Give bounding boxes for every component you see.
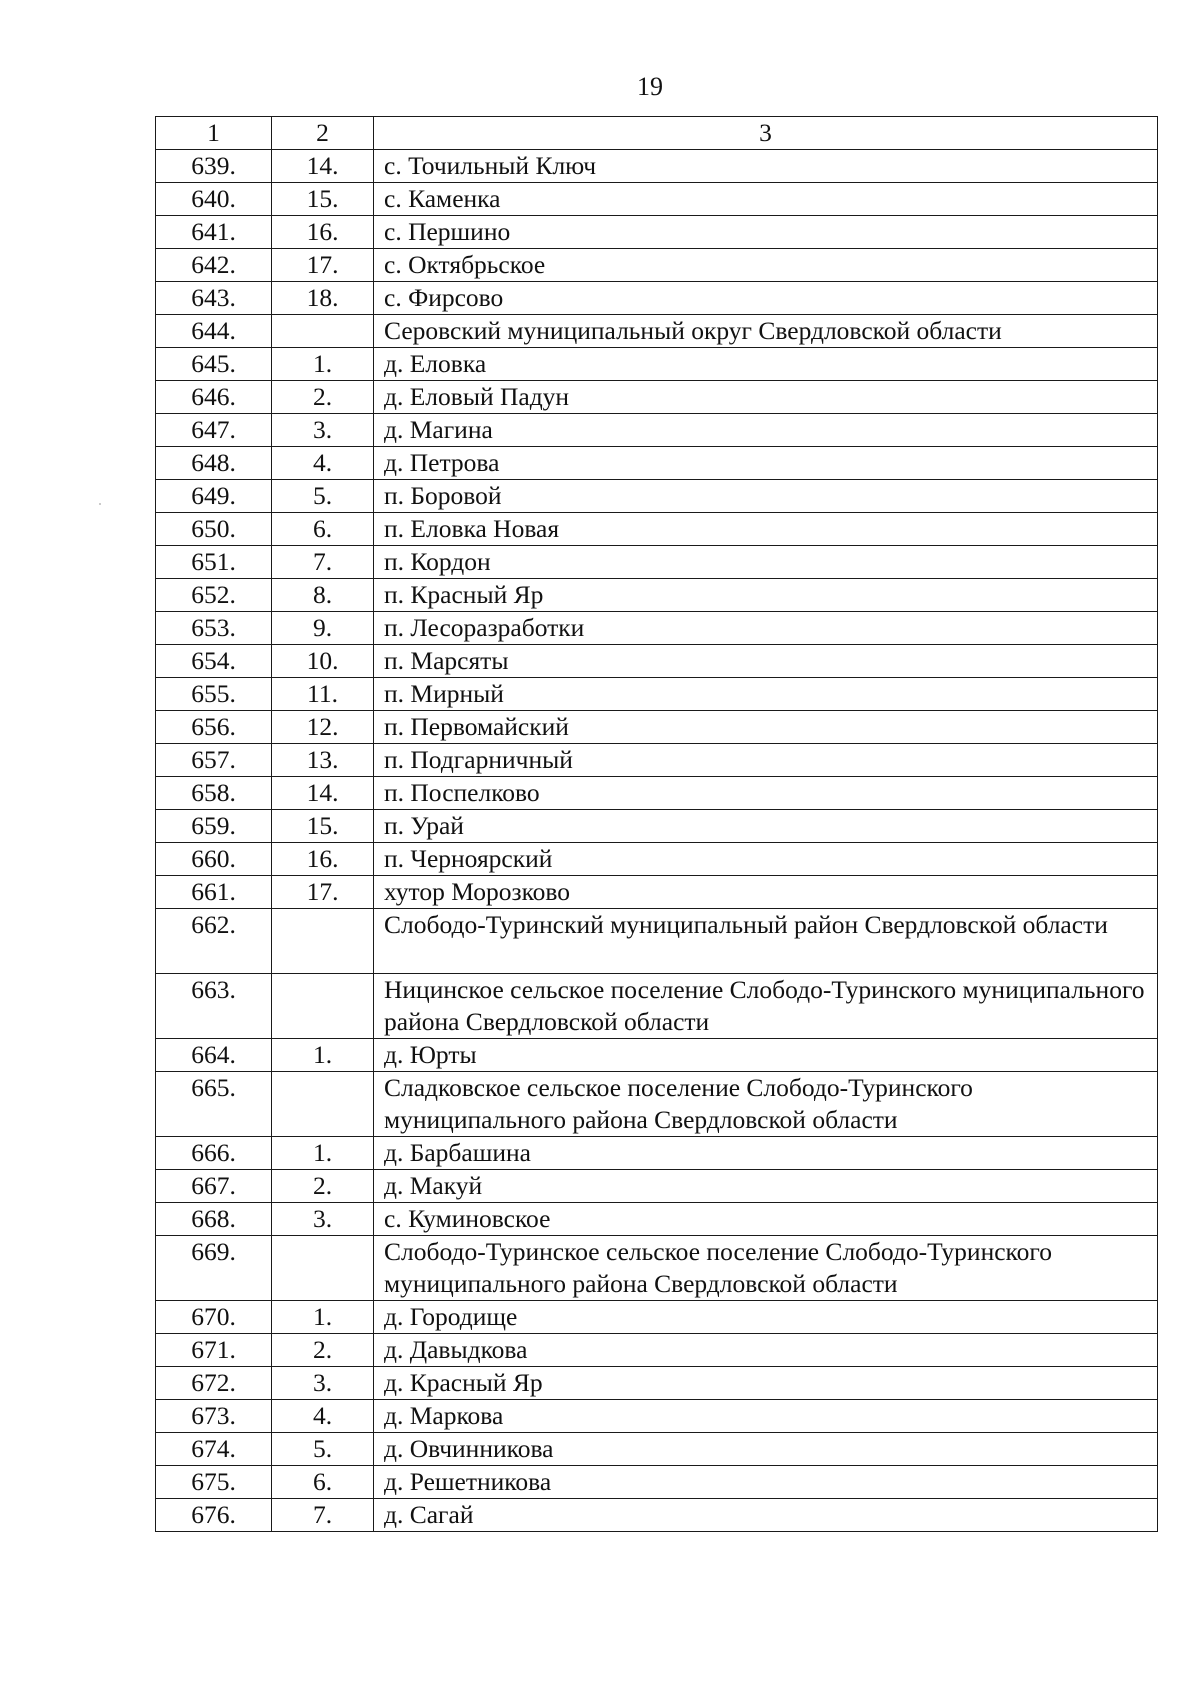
sub-number-cell — [272, 315, 374, 348]
sub-number-cell: 3. — [272, 414, 374, 447]
sub-number-cell: 15. — [272, 183, 374, 216]
row-number-cell: 670. — [156, 1301, 272, 1334]
table-row — [156, 843, 1158, 876]
sub-number-cell: 12. — [272, 711, 374, 744]
table-row — [156, 1170, 1158, 1203]
sub-number-cell — [272, 1236, 374, 1301]
settlement-name-cell: с. Октябрьское — [374, 249, 1158, 282]
row-number-cell: 675. — [156, 1466, 272, 1499]
row-number-cell: 642. — [156, 249, 272, 282]
settlement-name-cell: д. Городище — [374, 1301, 1158, 1334]
row-number-cell: 639. — [156, 150, 272, 183]
row-number-cell: 641. — [156, 216, 272, 249]
settlement-name-cell: д. Петрова — [374, 447, 1158, 480]
table-row — [156, 1039, 1158, 1072]
table-row — [156, 1236, 1158, 1301]
settlement-name-cell: п. Красный Яр — [374, 579, 1158, 612]
table-row — [156, 414, 1158, 447]
sub-number-cell: 4. — [272, 447, 374, 480]
settlement-name-cell: Ницинское сельское поселение Слободо-Туринского муниципального района Свердловской области — [374, 974, 1158, 1039]
table-row — [156, 447, 1158, 480]
settlement-name-cell: д. Давыдкова — [374, 1334, 1158, 1367]
table-row — [156, 381, 1158, 414]
row-number-cell: 676. — [156, 1499, 272, 1532]
settlement-name-cell: Серовский муниципальный округ Свердловской области — [374, 315, 1158, 348]
settlement-name-cell: д. Решетникова — [374, 1466, 1158, 1499]
sub-number-cell: 2. — [272, 381, 374, 414]
sub-number-cell: 1. — [272, 1039, 374, 1072]
sub-number-cell: 11. — [272, 678, 374, 711]
table-row — [156, 183, 1158, 216]
settlement-name-cell: д. Еловка — [374, 348, 1158, 381]
row-number-cell: 655. — [156, 678, 272, 711]
row-number-cell: 658. — [156, 777, 272, 810]
table-row — [156, 1334, 1158, 1367]
row-number-cell: 645. — [156, 348, 272, 381]
row-number-cell: 653. — [156, 612, 272, 645]
table-row — [156, 645, 1158, 678]
settlement-name-cell: с. Фирсово — [374, 282, 1158, 315]
row-number-cell: 669. — [156, 1236, 272, 1301]
sub-number-cell: 14. — [272, 777, 374, 810]
row-number-cell: 664. — [156, 1039, 272, 1072]
settlement-name-cell: д. Овчинникова — [374, 1433, 1158, 1466]
row-number-cell: 648. — [156, 447, 272, 480]
header-cell-col1: 1 — [156, 117, 272, 150]
table-row — [156, 974, 1158, 1039]
sub-number-cell: 9. — [272, 612, 374, 645]
table-row — [156, 876, 1158, 909]
table-row — [156, 546, 1158, 579]
sub-number-cell: 17. — [272, 876, 374, 909]
row-number-cell: 649. — [156, 480, 272, 513]
row-number-cell: 647. — [156, 414, 272, 447]
row-number-cell: 654. — [156, 645, 272, 678]
page-number: 19 — [637, 72, 663, 101]
sub-number-cell: 3. — [272, 1203, 374, 1236]
row-number-cell: 652. — [156, 579, 272, 612]
row-number-cell: 666. — [156, 1137, 272, 1170]
settlement-name-cell: д. Барбашина — [374, 1137, 1158, 1170]
sub-number-cell: 15. — [272, 810, 374, 843]
row-number-cell: 646. — [156, 381, 272, 414]
settlement-name-cell: п. Лесоразработки — [374, 612, 1158, 645]
sub-number-cell: 14. — [272, 150, 374, 183]
row-number-cell: 662. — [156, 909, 272, 974]
settlement-name-cell: д. Макуй — [374, 1170, 1158, 1203]
sub-number-cell: 3. — [272, 1367, 374, 1400]
sub-number-cell: 17. — [272, 249, 374, 282]
settlement-name-cell: с. Каменка — [374, 183, 1158, 216]
row-number-cell: 657. — [156, 744, 272, 777]
row-number-cell: 656. — [156, 711, 272, 744]
sub-number-cell: 1. — [272, 1301, 374, 1334]
row-number-cell: 660. — [156, 843, 272, 876]
settlement-name-cell: п. Поспелково — [374, 777, 1158, 810]
sub-number-cell: 2. — [272, 1334, 374, 1367]
table-row — [156, 1137, 1158, 1170]
sub-number-cell: 10. — [272, 645, 374, 678]
settlement-name-cell: п. Боровой — [374, 480, 1158, 513]
sub-number-cell — [272, 974, 374, 1039]
sub-number-cell: 18. — [272, 282, 374, 315]
table-row — [156, 678, 1158, 711]
settlement-name-cell: п. Кордон — [374, 546, 1158, 579]
table-row — [156, 249, 1158, 282]
settlement-name-cell: с. Куминовское — [374, 1203, 1158, 1236]
row-number-cell: 650. — [156, 513, 272, 546]
sub-number-cell: 1. — [272, 348, 374, 381]
table-row — [156, 1072, 1158, 1137]
table-row — [156, 777, 1158, 810]
table-row — [156, 711, 1158, 744]
settlement-name-cell: д. Еловый Падун — [374, 381, 1158, 414]
sub-number-cell: 4. — [272, 1400, 374, 1433]
table-row — [156, 315, 1158, 348]
row-number-cell: 640. — [156, 183, 272, 216]
header-cell-col3: 3 — [374, 117, 1158, 150]
table-row — [156, 480, 1158, 513]
settlement-name-cell: д. Сагай — [374, 1499, 1158, 1532]
table-row — [156, 216, 1158, 249]
sub-number-cell: 6. — [272, 513, 374, 546]
row-number-cell: 644. — [156, 315, 272, 348]
row-number-cell: 673. — [156, 1400, 272, 1433]
table-row — [156, 1433, 1158, 1466]
settlement-name-cell: п. Еловка Новая — [374, 513, 1158, 546]
settlement-name-cell: д. Маркова — [374, 1400, 1158, 1433]
table-row — [156, 282, 1158, 315]
settlement-name-cell: п. Первомайский — [374, 711, 1158, 744]
table-row — [156, 1466, 1158, 1499]
settlement-name-cell: д. Юрты — [374, 1039, 1158, 1072]
table-row — [156, 612, 1158, 645]
table-row — [156, 810, 1158, 843]
settlement-name-cell: д. Магина — [374, 414, 1158, 447]
table-row — [156, 348, 1158, 381]
table-header-row — [156, 117, 1158, 150]
row-number-cell: 674. — [156, 1433, 272, 1466]
row-number-cell: 668. — [156, 1203, 272, 1236]
table-row — [156, 1367, 1158, 1400]
sub-number-cell: 1. — [272, 1137, 374, 1170]
sub-number-cell: 8. — [272, 579, 374, 612]
sub-number-cell: 13. — [272, 744, 374, 777]
scan-artifact — [99, 503, 101, 505]
sub-number-cell: 2. — [272, 1170, 374, 1203]
row-number-cell: 643. — [156, 282, 272, 315]
table-row — [156, 909, 1158, 974]
header-cell-col2: 2 — [272, 117, 374, 150]
settlement-name-cell: с. Першино — [374, 216, 1158, 249]
table-row — [156, 513, 1158, 546]
settlement-name-cell: п. Черноярский — [374, 843, 1158, 876]
settlement-name-cell: Слободо-Туринский муниципальный район Свердловской области — [374, 909, 1158, 974]
sub-number-cell: 5. — [272, 1433, 374, 1466]
sub-number-cell — [272, 1072, 374, 1137]
row-number-cell: 663. — [156, 974, 272, 1039]
settlement-name-cell: п. Марсяты — [374, 645, 1158, 678]
row-number-cell: 659. — [156, 810, 272, 843]
row-number-cell: 665. — [156, 1072, 272, 1137]
settlement-name-cell: п. Подгарничный — [374, 744, 1158, 777]
settlements-table — [155, 116, 1158, 1532]
sub-number-cell: 16. — [272, 843, 374, 876]
sub-number-cell: 6. — [272, 1466, 374, 1499]
row-number-cell: 671. — [156, 1334, 272, 1367]
sub-number-cell: 5. — [272, 480, 374, 513]
settlement-name-cell: п. Урай — [374, 810, 1158, 843]
settlement-name-cell: д. Красный Яр — [374, 1367, 1158, 1400]
table-row — [156, 150, 1158, 183]
settlement-name-cell: Слободо-Туринское сельское поселение Слободо-Туринского муниципального района Свердловской области — [374, 1236, 1158, 1301]
table-row — [156, 744, 1158, 777]
settlement-name-cell: хутор Морозково — [374, 876, 1158, 909]
sub-number-cell: 7. — [272, 546, 374, 579]
table-row — [156, 1400, 1158, 1433]
settlement-name-cell: п. Мирный — [374, 678, 1158, 711]
table-row — [156, 1499, 1158, 1532]
sub-number-cell — [272, 909, 374, 974]
table-row — [156, 1301, 1158, 1334]
sub-number-cell: 16. — [272, 216, 374, 249]
settlement-name-cell: Сладковское сельское поселение Слободо-Туринского муниципального района Свердловской области — [374, 1072, 1158, 1137]
table-row — [156, 1203, 1158, 1236]
table-row — [156, 579, 1158, 612]
row-number-cell: 651. — [156, 546, 272, 579]
row-number-cell: 661. — [156, 876, 272, 909]
row-number-cell: 667. — [156, 1170, 272, 1203]
sub-number-cell: 7. — [272, 1499, 374, 1532]
row-number-cell: 672. — [156, 1367, 272, 1400]
settlement-name-cell: с. Точильный Ключ — [374, 150, 1158, 183]
